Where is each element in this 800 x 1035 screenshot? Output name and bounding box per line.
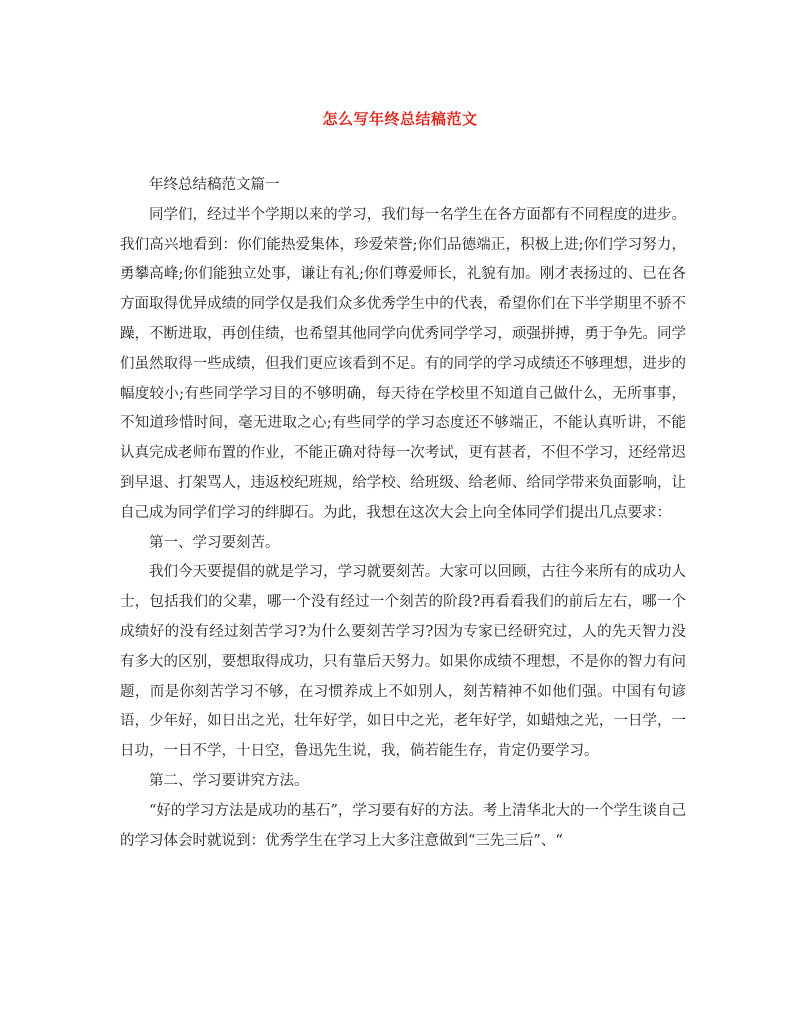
body-paragraph: 同学们，经过半个学期以来的学习，我们每一名学生在各方面都有不同程度的进步。我们高兴地看到：你们能热爱集体，珍爱荣誉;你们品德端正，积极上进;你们学习努力，勇攀高峰;你们能独立处事，谦让有礼;你们尊爱师长，礼貌有加。刚才表扬过的、已在各方面取得优异成绩的同学仅是我们众多优秀学生中的代表，希望你们在下半学期里不骄不躁，不断进取，再创佳绩，也希望其他同学向优秀同学学习，顽强拼搏，勇于争先。同学们虽然取得一些成绩，但我们更应该看到不足。有的同学的学习成绩还不够理想，进步的幅度较小;有些同学学习目的不够明确，每天待在学校里不知道自己做什么，无所事事，不知道珍惜时间，毫无进取之心;有些同学的学习态度还不够端正，不能认真听讲，不能认真完成老师布置的作业，不能正确对待每一次考试，更有甚者，不但不学习，还经常迟到早退、打架骂人，违返校纪班规，给学校、给班级、给老师、给同学带来负面影响，让自己成为同学们学习的绊脚石。为此，我想在这次大会上向全体同学们提出几点要求： xyxy=(120,206,686,521)
section-heading: 第一、学习要刻苦。 xyxy=(149,534,280,551)
section-heading: 第二、学习要讲究方法。 xyxy=(149,772,309,789)
body-paragraph: “好的学习方法是成功的基石”，学习要有好的方法。考上清华北大的一个学生谈自己的学习体会时就说到：优秀学生在学习上大多注意做到“三先三后”、“ xyxy=(120,802,686,849)
document-title: 怎么写年终总结稿范文 xyxy=(322,110,478,128)
document-body xyxy=(120,171,686,856)
section-heading: 年终总结稿范文篇一 xyxy=(149,177,280,193)
body-paragraph: 我们今天要提倡的就是学习，学习就要刻苦。大家可以回顾，古往今来所有的成功人士，包括我们的父辈，哪一个没有经过一个刻苦的阶段?再看看我们的前后左右，哪一个成绩好的没有经过刻苦学习?为什么要刻苦学习?因为专家已经研究过，人的先天智力没有多大的区别，要想取得成功，只有靠后天努力。如果你成绩不理想，不是你的智力有问题，而是你刻苦学习不够，在习惯养成上不如别人，刻苦精神不如他们强。中国有句谚语，少年好，如日出之光，壮年好学，如日中之光，老年好学，如蜡烛之光，一日学，一日功，一日不学，十日空，鲁迅先生说，我，倘若能生存，肯定仍要学习。 xyxy=(120,564,686,760)
